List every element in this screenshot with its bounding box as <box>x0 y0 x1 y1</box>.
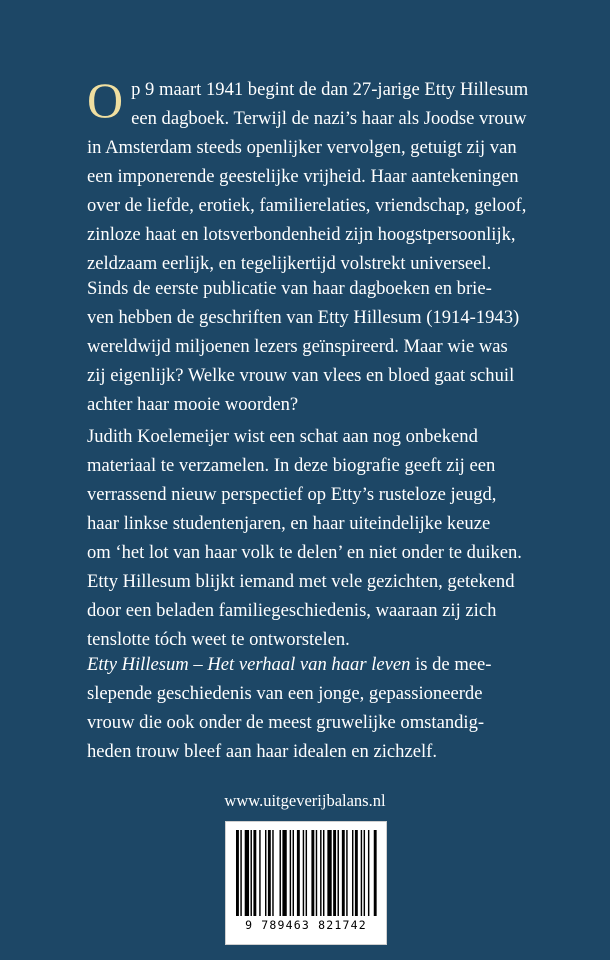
text-line: haar linkse studentenjaren, en haar uiteindelijke keuze <box>87 513 491 534</box>
text-line: tenslotte tóch weet te ontworstelen. <box>87 629 350 650</box>
text-fragment: is de mee- <box>410 654 492 675</box>
text-line: achter haar mooie woorden? <box>87 394 299 415</box>
barcode-bar <box>352 830 353 916</box>
barcode-bar <box>355 830 358 916</box>
barcode-bar <box>338 830 339 916</box>
publisher-website: www.uitgeverijbalans.nl <box>224 791 386 810</box>
book-title: Etty Hillesum – Het verhaal van haar leven <box>87 654 411 675</box>
paragraph-publication <box>87 274 527 419</box>
text-line: Sinds de eerste publicatie van haar dagboeken en brie- <box>87 278 492 299</box>
barcode-bar <box>265 830 266 916</box>
text-line: over de liefde, erotiek, familierelaties, vriendschap, geloof, <box>87 195 527 216</box>
barcode-bar <box>374 830 377 916</box>
text-line: Etty Hillesum blijkt iemand met vele gezichten, getekend <box>87 571 515 592</box>
text-line: ven hebben de geschriften van Etty Hillesum (1914-1943) <box>87 307 520 328</box>
paragraph-intro <box>87 72 529 278</box>
barcode-bar <box>240 830 241 916</box>
barcode-bar <box>297 830 300 916</box>
barcode-bar <box>251 830 252 916</box>
text-line <box>87 650 527 679</box>
text-line: een imponerende geestelijke vrijheid. Haar aantekeningen <box>87 166 519 187</box>
barcode-bar <box>364 830 365 916</box>
isbn-number: 9 789463 821742 <box>245 918 367 932</box>
barcode-bar <box>268 830 271 916</box>
barcode-bar <box>320 830 321 916</box>
barcode-bar <box>323 830 324 916</box>
text-line: wereldwijd miljoenen lezers geïnspireerd. Maar wie was <box>87 336 508 357</box>
drop-cap-letter: O <box>87 72 124 128</box>
barcode-bar <box>346 830 347 916</box>
text-line: zinloze haat en lotsverbondenheid zijn hoogstpersoonlijk, <box>87 224 516 245</box>
barcode-bar <box>316 830 317 916</box>
barcode-bar <box>280 830 281 916</box>
barcode-bar <box>311 830 314 916</box>
barcode-bar <box>245 830 249 916</box>
paragraph-summary <box>87 650 527 766</box>
barcode-bar <box>293 830 294 916</box>
text-line: Judith Koelemeijer wist een schat aan nog onbekend <box>87 426 478 447</box>
barcode-bar <box>333 830 336 916</box>
barcode-bar <box>253 830 256 916</box>
text-line: door een beladen familiegeschiedenis, waaraan zij zich <box>87 600 497 621</box>
text-line: p 9 maart 1941 begint de dan 27-jarige Etty Hillesum <box>131 79 529 100</box>
text-line: slepende geschiedenis van een jonge, gepassioneerde <box>87 683 483 704</box>
barcode-bar <box>259 830 260 916</box>
text-line: vrouw die ook onder de meest gruwelijke omstandig- <box>87 712 485 733</box>
text-line: zeldzaam eerlijk, en tegelijkertijd volstrekt universeel. <box>87 253 492 274</box>
text-line: heden trouw bleef aan haar idealen en zichzelf. <box>87 741 437 762</box>
barcode-bar <box>327 830 331 916</box>
isbn-barcode <box>225 821 387 945</box>
barcode-bar <box>342 830 345 916</box>
text-line: verrassend nieuw perspectief op Etty’s rusteloze jeugd, <box>87 484 497 505</box>
text-line: om ‘het lot van haar volk te delen’ en niet onder te duiken. <box>87 542 522 563</box>
text-line: in Amsterdam steeds openlijker vervolgen, getuigt zij van <box>87 137 517 158</box>
barcode-bar <box>361 830 362 916</box>
barcode-bar <box>272 830 273 916</box>
text-line: materiaal te verzamelen. In deze biografie geeft zij een <box>87 455 496 476</box>
barcode-bar <box>306 830 307 916</box>
paragraph-biography <box>87 422 527 654</box>
barcode-bar <box>282 830 286 916</box>
text-line: een dagboek. Terwijl de nazi’s haar als Joodse vrouw <box>131 108 527 129</box>
barcode-bar <box>368 830 369 916</box>
text-line: zij eigenlijk? Welke vrouw van vlees en bloed gaat schuil <box>87 365 515 386</box>
barcode-bar <box>236 830 239 916</box>
barcode-bar <box>290 830 291 916</box>
barcode-bar <box>303 830 304 916</box>
